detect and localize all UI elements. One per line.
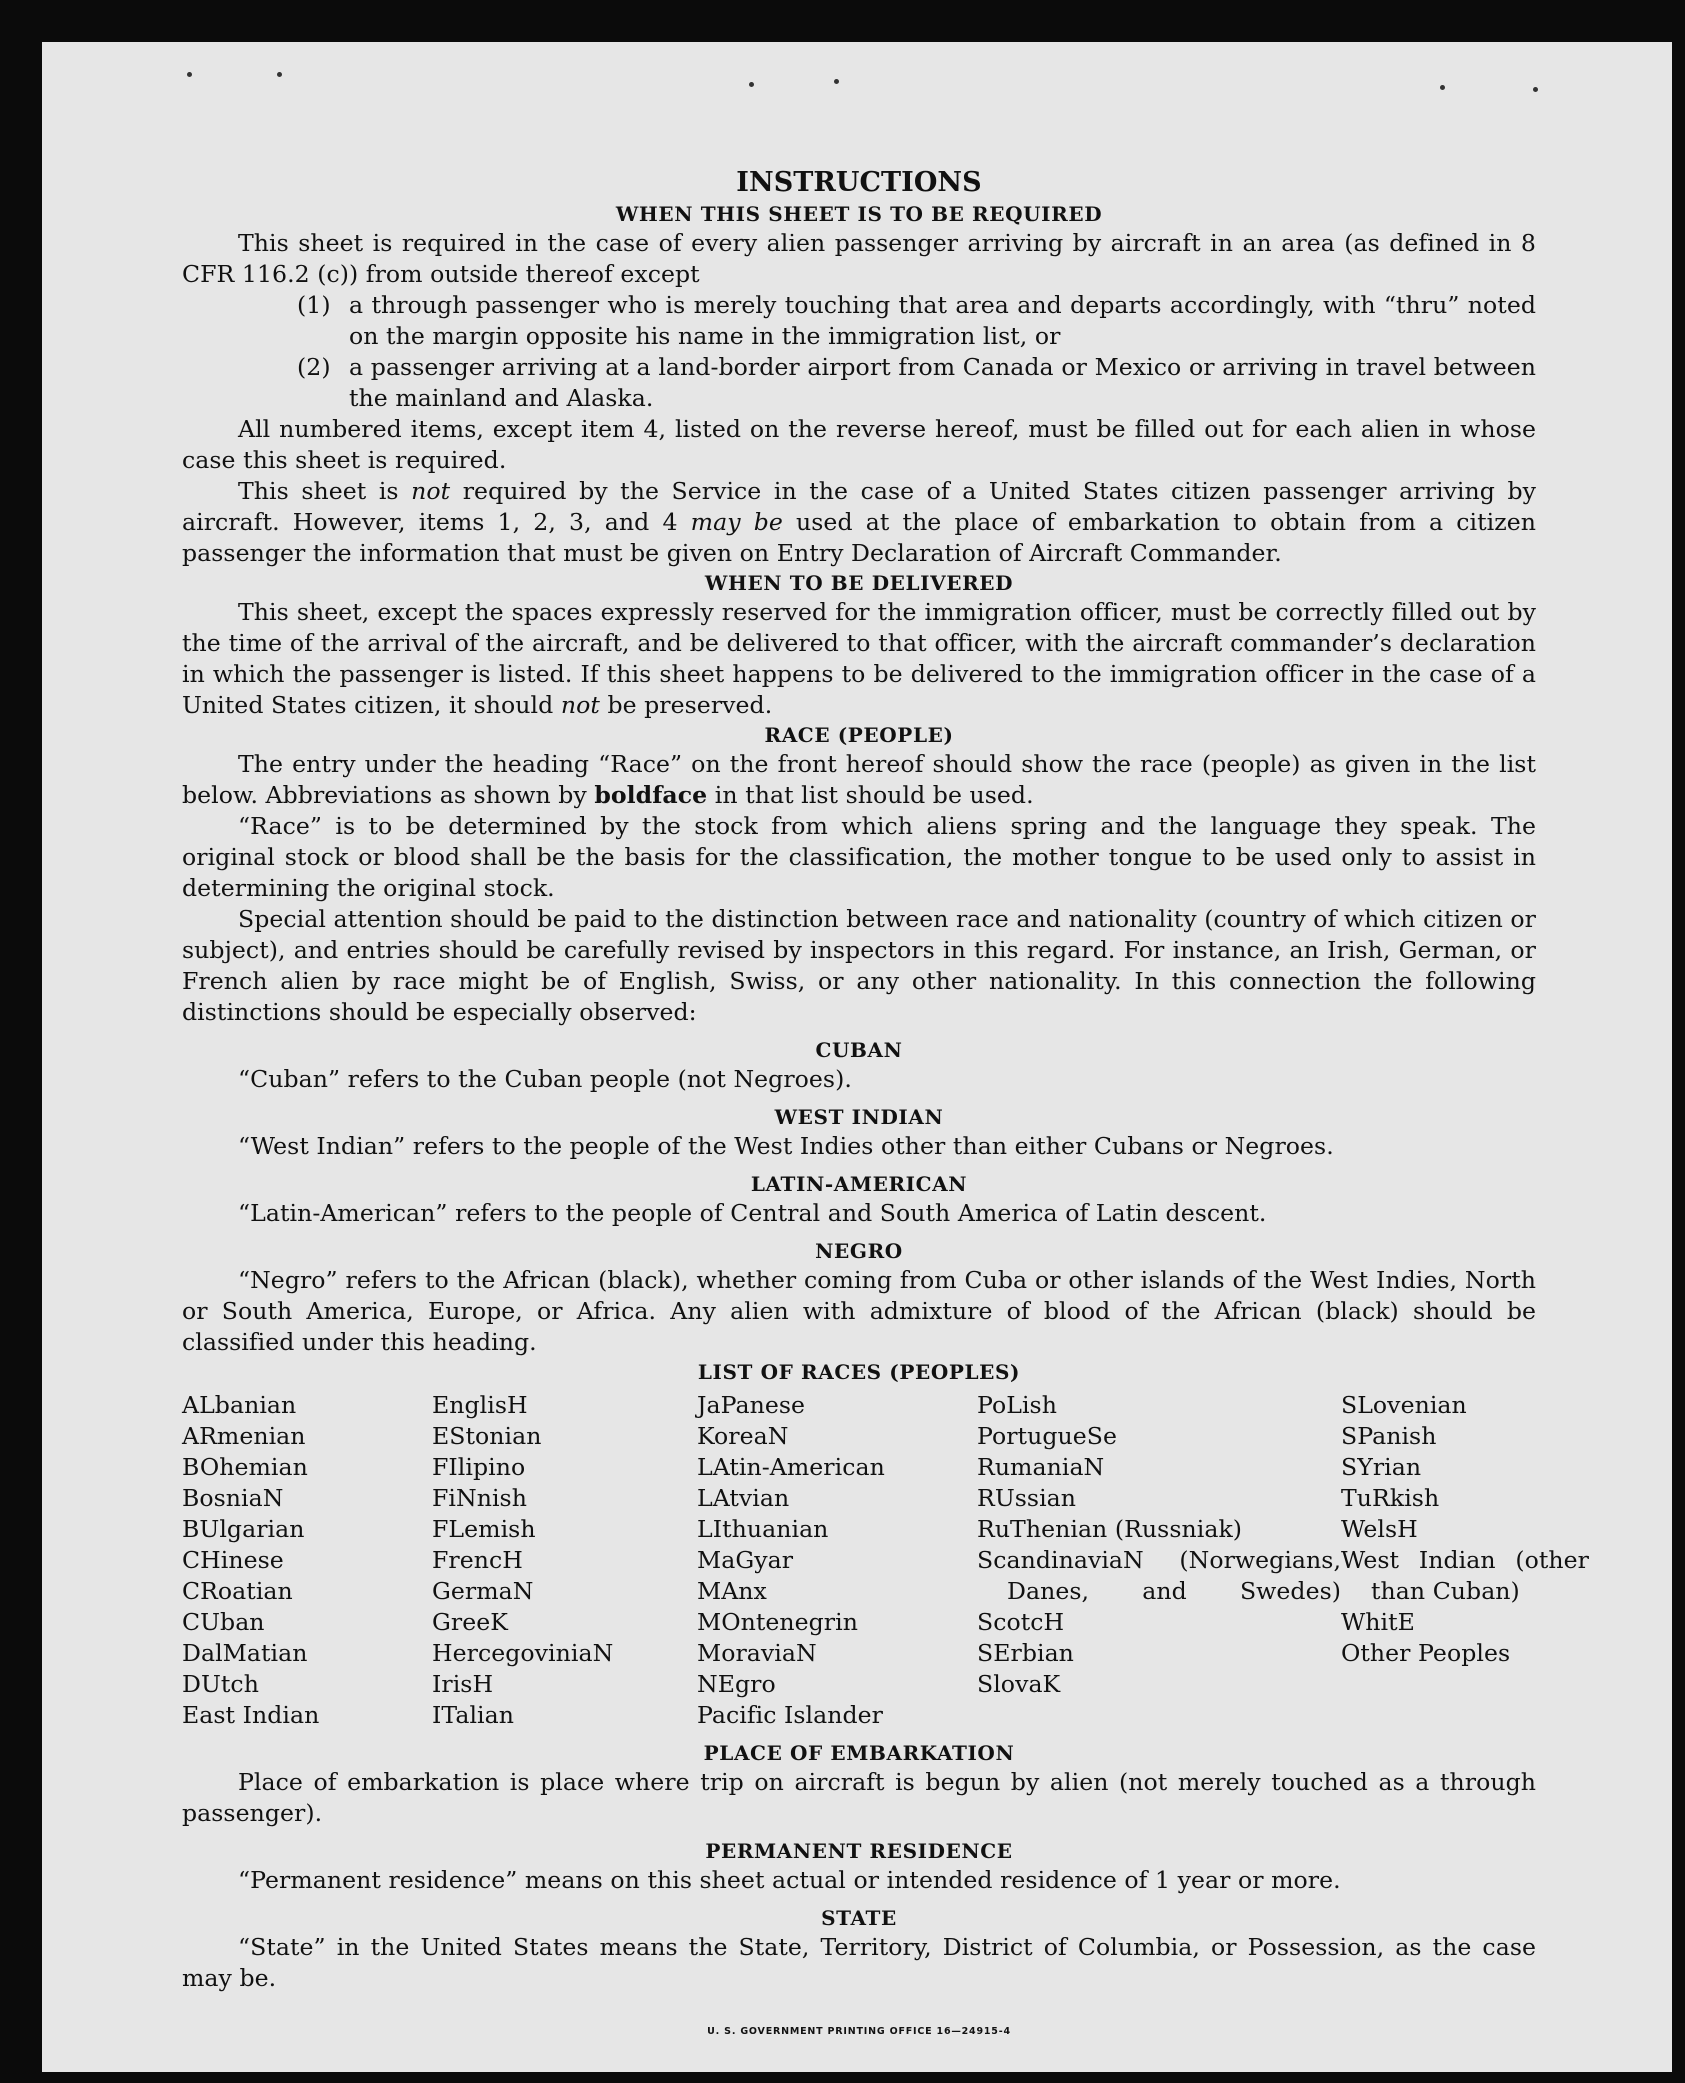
- race-item: SPanish: [1341, 1422, 1437, 1450]
- west-indian-text: “West Indian” refers to the people of the West Indies other than either Cubans or Negroes.: [238, 1132, 1334, 1160]
- race-item: TuRkish: [1341, 1484, 1440, 1512]
- race-column-2: [432, 1390, 697, 1731]
- exception-list: [297, 290, 1536, 414]
- race-item: FLemish: [432, 1515, 536, 1543]
- exception-item-2: (2) a passenger arriving at a land-border airport from Canada or Mexico or arriving in travel between the mainland and Alaska.: [297, 353, 1536, 412]
- race-item: BUlgarian: [182, 1515, 305, 1543]
- print-speck: [1440, 85, 1445, 90]
- race-item: GermaN: [432, 1577, 534, 1605]
- race-item: FrencH: [432, 1546, 523, 1574]
- latin-american-text: “Latin-American” refers to the people of Central and South America of Latin descent.: [238, 1199, 1267, 1227]
- race-item: MOntenegrin: [697, 1608, 858, 1636]
- race-item: MoraviaN: [697, 1639, 817, 1667]
- section-heading-race: RACE (PEOPLE): [764, 723, 954, 747]
- race-item: NEgro: [697, 1670, 776, 1698]
- race-item: GreeK: [432, 1608, 508, 1636]
- race-item: WelsH: [1341, 1515, 1418, 1543]
- instructions-content: [182, 166, 1589, 2047]
- race-column-5: [1341, 1390, 1589, 1731]
- printing-office-footer: U. S. GOVERNMENT PRINTING OFFICE 16—24915-4: [707, 2026, 1011, 2037]
- page-title: INSTRUCTIONS: [736, 167, 982, 198]
- race-item: DUtch: [182, 1670, 259, 1698]
- race-item: KoreaN: [697, 1422, 789, 1450]
- cuban-text: “Cuban” refers to the Cuban people (not Negroes).: [238, 1065, 852, 1093]
- section-heading-required: WHEN THIS SHEET IS TO BE REQUIRED: [615, 202, 1103, 226]
- race-item: RUssian: [977, 1484, 1077, 1512]
- race-item: ITalian: [432, 1701, 514, 1729]
- race-para-1: The entry under the heading “Race” on the front hereof should show the race (people) as given in the list below. Abbreviations as shown by boldface in that list should be used.: [182, 750, 1536, 809]
- race-item: ARmenian: [182, 1422, 306, 1450]
- race-item: DalMatian: [182, 1639, 308, 1667]
- race-item: SlovaK: [977, 1670, 1061, 1698]
- race-para-3: Special attention should be paid to the distinction between race and nationality (country of which citizen or subject), and entries should be carefully revised by inspectors in this regard. For instance, an Irish, German, or French alien by race might be of English, Swiss, or any other nationality. In this connection the following distinctions should be especially observed:: [182, 905, 1536, 1026]
- required-para-2: All numbered items, except item 4, listed on the reverse hereof, must be filled out for each alien in whose case this sheet is required.: [182, 415, 1536, 474]
- section-heading-latin-american: LATIN-AMERICAN: [750, 1172, 968, 1196]
- print-speck: [187, 72, 192, 77]
- section-heading-negro: NEGRO: [815, 1239, 903, 1263]
- print-speck: [1533, 87, 1538, 92]
- race-item: LIthuanian: [697, 1515, 829, 1543]
- section-heading-embarkation: PLACE OF EMBARKATION: [703, 1741, 1015, 1765]
- race-column-1: [182, 1390, 432, 1731]
- race-item: Other Peoples: [1341, 1639, 1511, 1667]
- race-item: ScandinaviaN (Norwegians, Danes, and Swedes): [977, 1546, 1341, 1605]
- race-item: RuThenian (Russniak): [977, 1515, 1243, 1543]
- race-item: PoLish: [977, 1391, 1057, 1419]
- race-item: WhitE: [1341, 1608, 1415, 1636]
- race-item: ScotcH: [977, 1608, 1065, 1636]
- race-item: SErbian: [977, 1639, 1074, 1667]
- section-heading-delivered: WHEN TO BE DELIVERED: [704, 571, 1014, 595]
- print-speck: [834, 79, 839, 84]
- race-column-4: [977, 1390, 1341, 1731]
- race-item: East Indian: [182, 1701, 320, 1729]
- race-item: EStonian: [432, 1422, 542, 1450]
- race-item: CUban: [182, 1608, 265, 1636]
- race-item: CHinese: [182, 1546, 284, 1574]
- document-sheet: [42, 42, 1672, 2072]
- race-item: Pacific Islander: [697, 1701, 884, 1729]
- section-heading-west-indian: WEST INDIAN: [774, 1105, 944, 1129]
- race-item: FIlipino: [432, 1453, 526, 1481]
- race-item: MAnx: [697, 1577, 767, 1605]
- race-item: MaGyar: [697, 1546, 794, 1574]
- race-item: SLovenian: [1341, 1391, 1467, 1419]
- race-item: BosniaN: [182, 1484, 284, 1512]
- race-item: IrisH: [432, 1670, 494, 1698]
- state-text: “State” in the United States means the State, Territory, District of Columbia, or Possession, as the case may be.: [182, 1933, 1536, 1992]
- print-speck: [277, 72, 282, 77]
- required-intro: This sheet is required in the case of every alien passenger arriving by aircraft in an area (as defined in 8 CFR 116.2 (c)) from outside thereof except: [182, 229, 1536, 288]
- race-item: PortugueSe: [977, 1422, 1117, 1450]
- print-speck: [749, 82, 754, 87]
- race-item: LAtin-American: [697, 1453, 885, 1481]
- exception-item-1: (1) a through passenger who is merely touching that area and departs accordingly, with “thru” noted on the margin opposite his name in the immigration list, or: [297, 291, 1536, 350]
- race-item: ALbanian: [182, 1391, 297, 1419]
- race-column-3: [697, 1390, 977, 1731]
- section-heading-cuban: CUBAN: [815, 1038, 903, 1062]
- race-item: JaPanese: [697, 1391, 806, 1419]
- race-item: HercegoviniaN: [432, 1639, 614, 1667]
- embarkation-text: Place of embarkation is place where trip on aircraft is begun by alien (not merely touched as a through passenger).: [182, 1768, 1536, 1827]
- race-item: EnglisH: [432, 1391, 528, 1419]
- race-item: West Indian (other than Cuban): [1341, 1546, 1589, 1605]
- residence-text: “Permanent residence” means on this sheet actual or intended residence of 1 year or more.: [238, 1866, 1341, 1894]
- section-heading-residence: PERMANENT RESIDENCE: [705, 1839, 1013, 1863]
- delivered-text: This sheet, except the spaces expressly reserved for the immigration officer, must be correctly filled out by the time of the arrival of the aircraft, and be delivered to that officer, with the aircraft commander’s declaration in which the passenger is listed. If this sheet happens to be delivered to the immigration officer in the case of a United States citizen, it should not be preserved.: [182, 598, 1536, 719]
- race-para-2: “Race” is to be determined by the stock from which aliens spring and the language they speak. The original stock or blood shall be the basis for the classification, the mother tongue to be used only to assist in determining the original stock.: [182, 812, 1536, 902]
- race-list: [182, 1390, 1589, 1731]
- required-para-3: This sheet is not required by the Service in the case of a United States citizen passenger arriving by aircraft. However, items 1, 2, 3, and 4 may be used at the place of embarkation to obtain from a citizen passenger the information that must be given on Entry Declaration of Aircraft Commander.: [182, 477, 1537, 567]
- race-item: FiNnish: [432, 1484, 527, 1512]
- race-item: BOhemian: [182, 1453, 308, 1481]
- negro-text: “Negro” refers to the African (black), whether coming from Cuba or other islands of the West Indies, North or South America, Europe, or Africa. Any alien with admixture of blood of the African (black) should be classified under this heading.: [182, 1266, 1536, 1356]
- race-item: CRoatian: [182, 1577, 293, 1605]
- section-heading-state: STATE: [821, 1906, 897, 1930]
- section-heading-list-of-races: LIST OF RACES (PEOPLES): [697, 1360, 1021, 1384]
- race-item: LAtvian: [697, 1484, 790, 1512]
- race-item: SYrian: [1341, 1453, 1422, 1481]
- race-item: RumaniaN: [977, 1453, 1105, 1481]
